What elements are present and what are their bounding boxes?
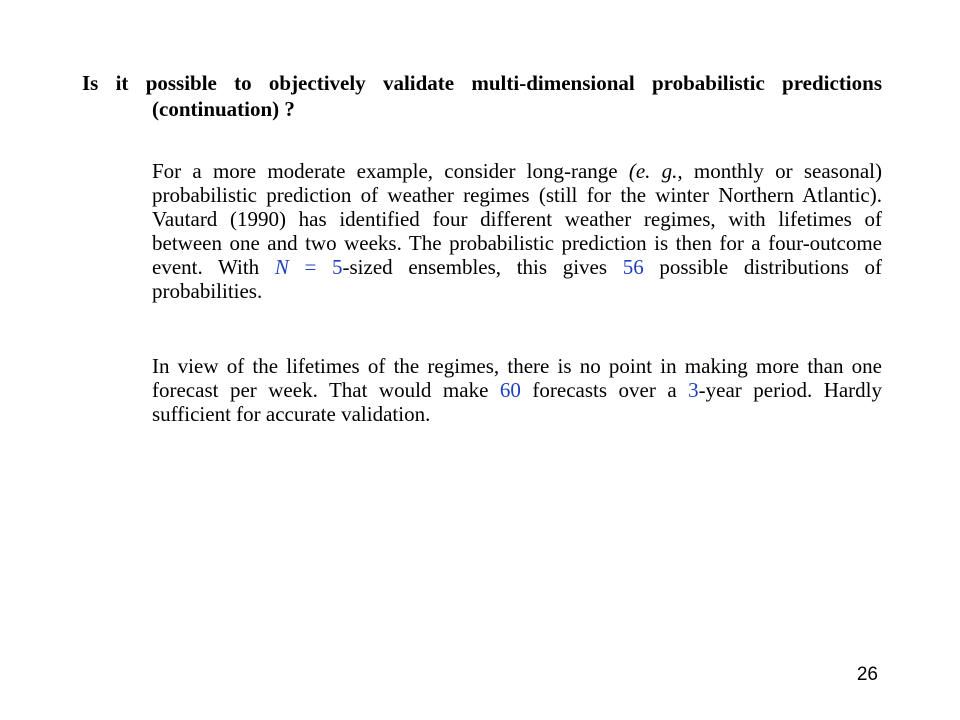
p1-text-2: monthly or seasonal) probabilistic prediction of weather regimes (still for the winter Northern Atlantic). Vautard (1990) has identified four different weather regimes, with lifetimes of between one and two weeks. The probabilistic prediction is then for a four-outcome event. With — [152, 159, 882, 279]
year-count: 3 — [688, 378, 699, 402]
p2-text-3: -year period. Hardly sufficient for accurate validation. — [152, 378, 883, 426]
p2-text-1: In view of the lifetimes of the regimes, there is no point in making more than one forecast per week. That would make — [152, 354, 882, 402]
forecast-count: 60 — [499, 378, 521, 402]
paragraph-forecast-frequency — [152, 354, 882, 426]
heading-text: Is it possible to objectively validate multi-dimensional probabilistic predictions (continuation) ? — [82, 71, 882, 121]
paragraph-weather-regimes — [152, 159, 882, 303]
p1-text-4: possible distributions of probabilities. — [152, 255, 883, 303]
equals-sign: = — [288, 255, 333, 279]
p2-text-2: forecasts over a — [520, 378, 689, 402]
p1-text-3: -sized ensembles, this gives — [342, 255, 623, 279]
p1-text-1: For a more moderate example, consider long-range — [152, 159, 629, 183]
ensemble-size-symbol: N — [274, 255, 289, 279]
p1-eg-abbrev: (e. g., — [628, 159, 683, 183]
distribution-count: 56 — [622, 255, 644, 279]
page-number: 26 — [856, 664, 878, 685]
ensemble-size-value: 5 — [332, 255, 343, 279]
slide-heading — [82, 70, 882, 122]
